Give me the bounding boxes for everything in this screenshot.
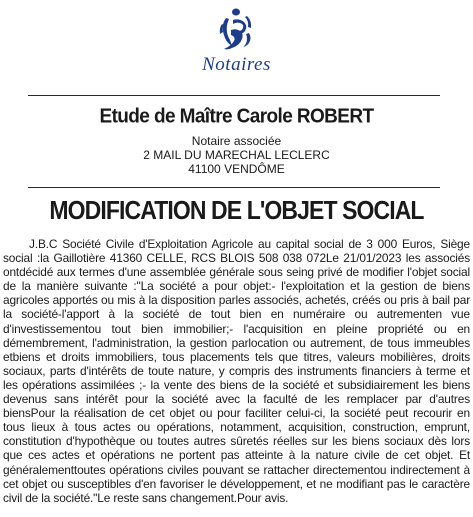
notice-title: MODIFICATION DE L'OBJET SOCIAL [49, 195, 424, 225]
header-top-rule [28, 95, 440, 96]
notary-role: Notaire associée [191, 134, 282, 148]
notaires-emblem-icon [209, 6, 265, 56]
notice-body: J.B.C Société Civile d'Exploitation Agricole au capital social de 3 000 Euros, Siège social :la Gaillotière 41360 CELLE, RCS BLOIS 508 038 072Le 21/01/2023 les associés ontdécidé aux termes d'une assemblée générale sous seing privé de modifier l'objet social de la manière suivante :"La société a pour objet:- l'exploitation et la gestion de biens agricoles apportés ou mis à la disposition parles associés, achetés, créés ou pris à bail par la société-l'apport à la société de tout bien en numéraire ou autrementen vue d'investissementou tout bien immobilier;- l'acquisition en pleine propriété ou en démembrement, l'administration, la gestion parlocation ou autrement, de tous immeubles etbiens et droits immobiliers, tous placements tels que titres, valeurs mobilières, droits sociaux, parts d'intérêts de toute nature, y compris des instruments financiers à terme et les opérations assimilées ;- la vente des biens de la société et subsidiairement les biens devenus sans intérêt pour la société avec la faculté de les remplacer par d'autres biensPour la réalisation de cet objet ou pour faciliter celui-ci, la société peut recourir en tous lieux à tous actes ou opérations, notamment, acquisition, construction, emprunt, constitution d'hypothèque ou toutes autres sûretés réelles sur les biens sociaux dès lors que ces actes et opérations ne portent pas atteinte à la nature civile de cet objet. Et généralementtoutes opérations civiles pouvant se rattacher directementou indirectement à cet objet ou susceptibles d'en favoriser le développement, et ne modifiant pas le caractère civil de la société."Le reste sans changement.Pour avis. [3, 237, 470, 505]
etude-name: Etude de Maître Carole ROBERT [99, 105, 374, 128]
logo [0, 6, 473, 76]
address-city: 41100 VENDÔME [188, 162, 285, 176]
header-bottom-rule [28, 187, 440, 188]
address-street: 2 MAIL DU MARECHAL LECLERC [143, 148, 330, 162]
logo-wordmark: Notaires [202, 54, 271, 75]
